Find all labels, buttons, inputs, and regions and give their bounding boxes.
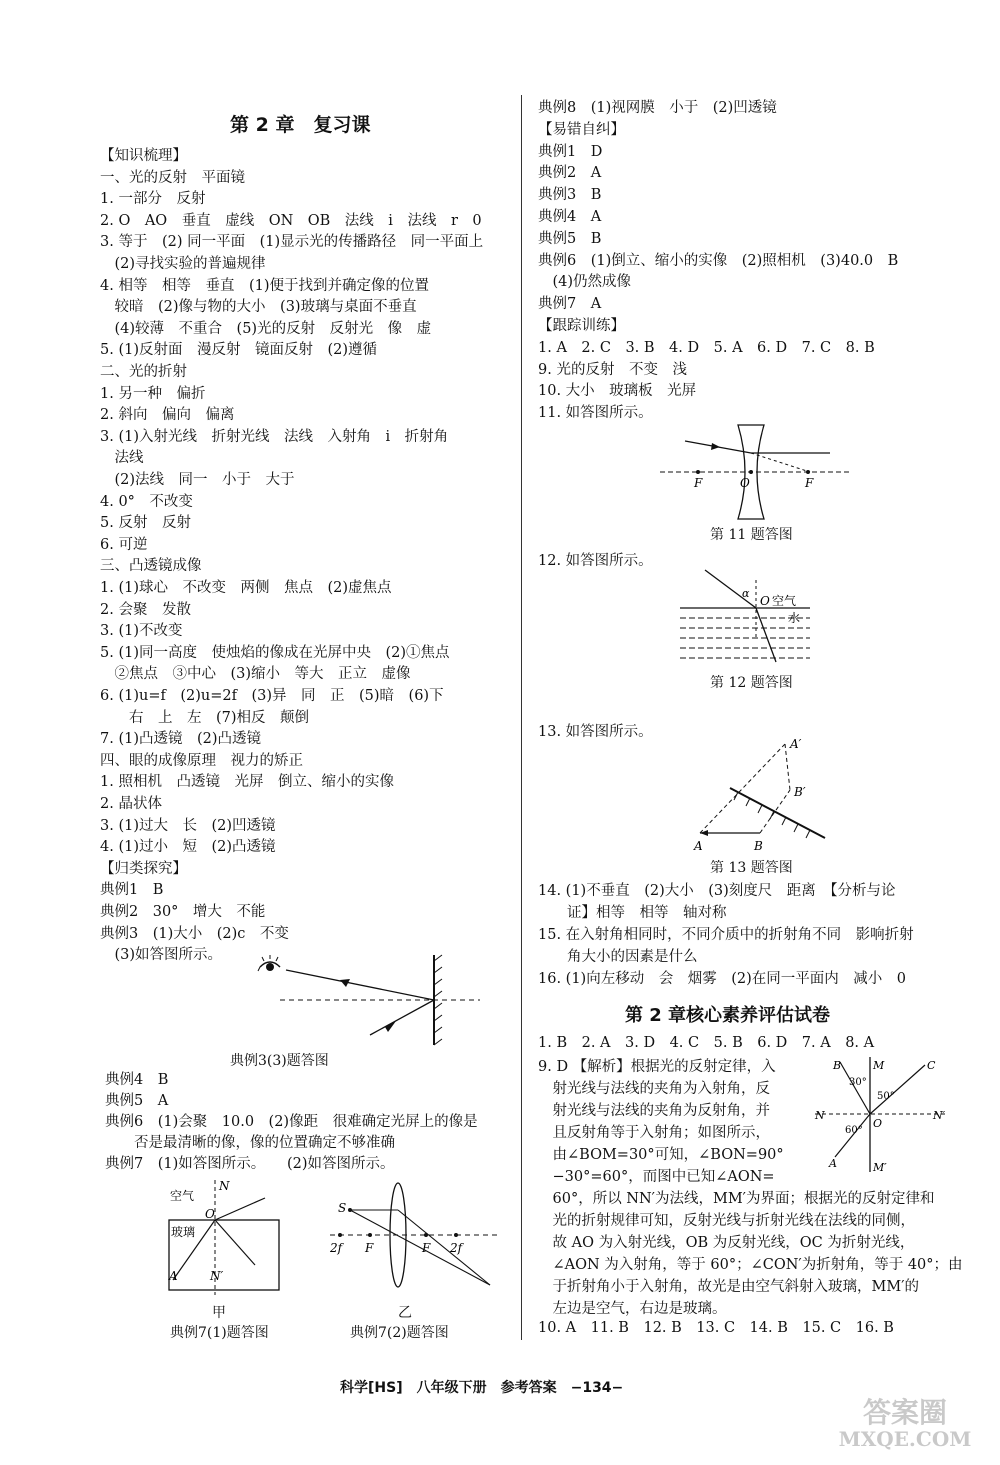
text-line: 典例7 A	[538, 296, 602, 313]
text-line: 2. 会聚 发散	[100, 601, 191, 618]
label-2f-right: 2f	[450, 1241, 463, 1255]
label-alpha: α	[742, 587, 750, 600]
text-line: 7. (1)凸透镜 (2)凸透镜	[100, 731, 262, 748]
question-13: 13. 如答图所示。	[538, 724, 653, 740]
text-line: 于折射角小于入射角，故光是由空气斜射入玻璃，MM′的	[538, 1279, 919, 1295]
text-line: (2)寻找实验的普遍规律	[100, 256, 266, 272]
text-line: 5. (1)反射面 漫反射 镜面反射 (2)遵循	[100, 342, 378, 359]
text-line: 10. 大小 玻璃板 光屏	[538, 383, 697, 400]
text-line: (3)如答图所示。	[100, 947, 223, 964]
label-Nprime: N′	[210, 1269, 224, 1283]
label-air: 空气	[170, 1189, 195, 1203]
text-line: 典例6 (1)会聚 10.0 (2)像距 很难确定光屏上的像是	[105, 1114, 478, 1130]
text-line: ②焦点 ③中心 (3)缩小 等大 正立 虚像	[100, 666, 411, 683]
text-line: 典例5 B	[538, 230, 602, 247]
text-line: 3. (1)过大 长 (2)凹透镜	[100, 817, 276, 834]
figure-q11	[660, 425, 860, 520]
label-2f-left: 2f	[330, 1241, 343, 1255]
label-A-prime: A′	[790, 737, 802, 751]
text-line: 典例1 D	[538, 143, 603, 160]
text-line: 典例3 B	[538, 187, 602, 204]
text-line: (4)仍然成像	[538, 274, 632, 291]
label-O: O	[760, 594, 770, 608]
text-line: 2. 晶状体	[100, 796, 162, 812]
watermark-line1: 答案圈	[862, 1396, 948, 1429]
figure-example3-caption: 典例3(3)题答图	[230, 1053, 329, 1069]
figure-example7a-caption: 典例7(1)题答图	[170, 1325, 269, 1341]
text-line: 4. (1)过小 短 (2)凸透镜	[100, 839, 276, 856]
figure-example3	[250, 955, 450, 1050]
text-line: 典例4 A	[538, 209, 602, 225]
text-line: 11. 如答图所示。	[538, 405, 653, 422]
text-line: 证】相等 相等 轴对称	[538, 905, 727, 921]
text-line: 4. 0° 不改变	[100, 493, 193, 510]
text-line: 四、眼的成像原理 视力的矫正	[100, 752, 303, 769]
text-line: 角大小的因素是什么	[538, 949, 698, 965]
label-N: N	[815, 1109, 825, 1122]
text-line: 3. 等于 (2) 同一平面 (1)显示光的传播路径 同一平面上	[100, 234, 484, 251]
text-line: 【跟踪训练】	[538, 318, 625, 334]
text-line: 60°，所以 NN′为法线，MM′为界面；根据光的反射定律和	[538, 1191, 935, 1207]
mc-answers-2: 10. A 11. B 12. B 13. C 14. B 15. C 16. B	[538, 1320, 894, 1336]
label-50deg: 50°	[877, 1091, 895, 1102]
watermark-line2: MXQE.COM	[838, 1427, 972, 1451]
figure-q13-caption: 第 13 题答图	[710, 860, 793, 876]
page-footer: 科学[HS] 八年级下册 参考答案 −134−	[340, 1380, 624, 1396]
text-line: 典例6 (1)倒立、缩小的实像 (2)照相机 (3)40.0 B	[538, 252, 899, 269]
text-line: 典例2 30° 增大 不能	[100, 904, 266, 920]
text-line: 【归类探究】	[100, 860, 187, 877]
text-line: 16. (1)向左移动 会 烟雾 (2)在同一平面内 减小 0	[538, 971, 906, 987]
text-line: 9. D 【解析】根据光的反射定律，入	[538, 1059, 776, 1075]
text-line: 3. (1)入射光线 折射光线 法线 入射角 i 折射角	[100, 428, 449, 445]
figure-example7a-sub: 甲	[212, 1305, 226, 1321]
text-line: 二、光的折射	[100, 364, 187, 380]
text-line: 6. 可逆	[100, 536, 148, 553]
column-divider	[521, 95, 522, 1340]
label-A: A	[694, 839, 703, 853]
figure-q9	[815, 1057, 950, 1175]
text-line: 9. 光的反射 不变 浅	[538, 361, 687, 378]
text-line: 典例1 B	[100, 882, 164, 899]
figure-example7b-caption: 典例7(2)题答图	[350, 1325, 449, 1341]
label-O: O	[205, 1207, 215, 1221]
label-S: S	[338, 1201, 347, 1215]
label-A: A	[829, 1157, 837, 1170]
label-M-prime: M′	[873, 1161, 887, 1174]
question-12: 12. 如答图所示。	[538, 553, 653, 569]
label-B: B	[754, 839, 763, 853]
label-F-left: F	[365, 1241, 374, 1255]
text-line: 典例8 (1)视网膜 小于 (2)凹透镜	[538, 100, 777, 116]
text-line: (2)法线 同一 小于 大于	[100, 472, 295, 488]
text-line: 射光线与法线的夹角为反射角，并	[538, 1103, 770, 1119]
text-line: 右 上 左 (7)相反 颠倒	[100, 709, 310, 726]
label-A: A	[169, 1269, 178, 1283]
text-line: 5. (1)同一高度 使烛焰的像成在光屏中央 (2)①焦点	[100, 644, 450, 661]
figure-q12-caption: 第 12 题答图	[710, 675, 793, 691]
figure-q11-caption: 第 11 题答图	[710, 527, 793, 543]
text-line: 6. (1)u=f (2)u=2f (3)异 同 正 (5)暗 (6)下	[100, 688, 444, 704]
watermark-logo	[820, 1392, 990, 1450]
text-line: (4)较薄 不重合 (5)光的反射 反射光 像 虚	[100, 320, 432, 337]
text-line: 1. A 2. C 3. B 4. D 5. A 6. D 7. C 8. B	[538, 339, 875, 356]
mc-answers-1: 1. B 2. A 3. D 4. C 5. B 6. D 7. A 8. A	[538, 1035, 875, 1051]
text-line: 三、凸透镜成像	[100, 558, 202, 575]
label-O: O	[873, 1117, 883, 1130]
label-N-prime: N′	[933, 1109, 946, 1122]
label-O: O	[740, 476, 750, 490]
text-line: 故 AO 为入射光线，OB 为反射光线，OC 为折射光线，	[538, 1235, 915, 1251]
text-line: 14. (1)不垂直 (2)大小 (3)刻度尺 距离 【分析与论	[538, 883, 896, 899]
text-line: 5. 反射 反射	[100, 515, 191, 532]
text-line: ∠AON 为入射角，等于 60°；∠CON′为折射角，等于 40°；由	[538, 1257, 963, 1273]
label-N: N	[219, 1179, 230, 1193]
label-F-left: F	[694, 476, 703, 490]
text-line: 2. 斜向 偏向 偏离	[100, 407, 235, 424]
text-line: 4. 相等 相等 垂直 (1)便于找到并确定像的位置	[100, 277, 429, 294]
figure-q12	[680, 570, 810, 670]
label-water: 水	[788, 611, 801, 625]
text-line: 1. 另一种 偏折	[100, 385, 206, 402]
text-line: 3. (1)不改变	[100, 623, 183, 640]
text-line: 典例5 A	[105, 1093, 169, 1109]
text-line: 【知识梳理】	[100, 148, 187, 164]
text-line: 典例4 B	[105, 1072, 169, 1088]
text-line: 2. O AO 垂直 虚线 ON OB 法线 i 法线 r 0	[100, 212, 482, 229]
eye-icon	[258, 955, 280, 971]
label-glass: 玻璃	[171, 1225, 196, 1239]
text-line: 典例3 (1)大小 (2)c 不变	[100, 925, 289, 942]
text-line: 较暗 (2)像与物的大小 (3)玻璃与桌面不垂直	[100, 299, 417, 316]
text-line: 由∠BOM=30°可知，∠BON=90°	[538, 1147, 784, 1163]
figure-example7a	[165, 1180, 295, 1300]
text-line: 1. 一部分 反射	[100, 191, 206, 208]
text-line: 射光线与法线的夹角为入射角，反	[538, 1081, 770, 1097]
label-air: 空气	[772, 594, 797, 608]
text-line: 且反射角等于入射角；如图所示，	[538, 1125, 770, 1141]
chapter-title: 第 2 章 复习课	[230, 114, 371, 136]
text-line: 法线	[100, 450, 144, 467]
text-line: 典例2 A	[538, 165, 602, 182]
text-line: 1. 照相机 凸透镜 光屏 倒立、缩小的实像	[100, 774, 394, 791]
label-60deg: 60°	[845, 1125, 863, 1136]
text-line: 否是最清晰的像，像的位置确定不够准确	[105, 1135, 395, 1151]
label-B-prime: B′	[794, 785, 806, 799]
text-line: 1. (1)球心 不改变 两侧 焦点 (2)虚焦点	[100, 580, 392, 596]
figure-example7b	[330, 1180, 500, 1300]
label-30deg: 30°	[849, 1077, 867, 1088]
figure-q13	[690, 738, 840, 853]
text-line: −30°=60°，而图中已知∠AON=	[538, 1169, 775, 1185]
label-B: B	[833, 1059, 842, 1072]
figure-example7b-sub: 乙	[398, 1305, 412, 1321]
text-line: 一、光的反射 平面镜	[100, 169, 245, 186]
label-C: C	[927, 1059, 936, 1072]
label-M: M	[873, 1059, 885, 1072]
text-line: 【易错自纠】	[538, 121, 625, 138]
label-F-right: F	[805, 476, 814, 490]
text-line: 15. 在入射角相同时，不同介质中的折射角不同 影响折射	[538, 927, 914, 943]
test-title: 第 2 章核心素养评估试卷	[625, 1005, 831, 1026]
text-line: 左边是空气，右边是玻璃。	[538, 1301, 727, 1317]
label-F-right: F	[422, 1241, 431, 1255]
text-line: 典例7 (1)如答图所示。 (2)如答图所示。	[105, 1156, 395, 1172]
text-line: 光的折射规律可知，反射光线与折射光线在法线的同侧，	[538, 1213, 915, 1229]
